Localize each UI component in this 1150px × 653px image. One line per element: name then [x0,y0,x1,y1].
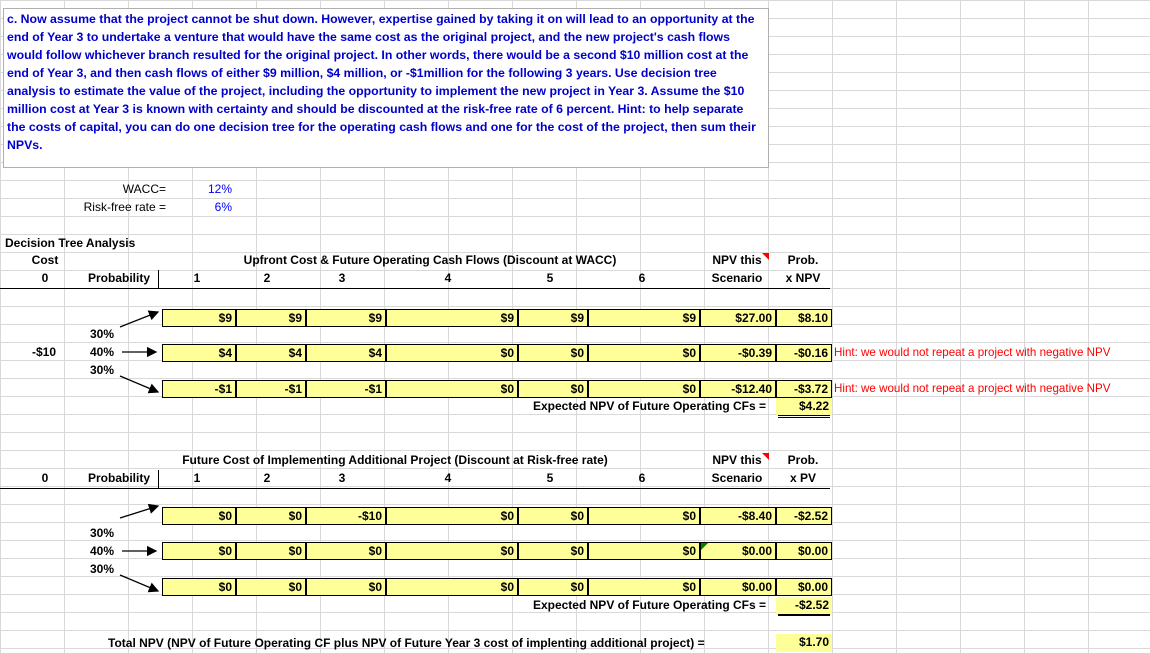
prob-mid: 40% [90,544,115,558]
cost-cell[interactable]: $0 [588,507,700,525]
cash-flow-cell[interactable]: $0 [518,344,588,362]
prob-high: 30% [90,327,115,341]
cost-cell[interactable]: $0 [518,542,588,560]
year-header: 5 [546,471,554,485]
year-header: 1 [193,471,201,485]
tree2-expected-label: Expected NPV of Future Operating CFs = [532,598,766,612]
cost-cell[interactable]: $0 [518,507,588,525]
underline [778,614,830,616]
cash-flow-cell[interactable]: $4 [162,344,236,362]
cash-flow-cell[interactable]: $9 [162,309,236,327]
risk-free-value[interactable]: 6% [214,200,232,214]
tree2-title: Future Cost of Implementing Additional Project (Discount at Risk-free rate) [182,453,608,467]
prob-header-1: Prob. [787,253,819,267]
prob-pv-cell[interactable]: $0.00 [776,578,832,596]
prob-header-1: Prob. [787,453,819,467]
error-indicator[interactable] [701,543,708,550]
risk-free-label: Risk-free rate = [83,200,166,214]
cash-flow-cell[interactable]: $0 [386,344,518,362]
cash-flow-cell[interactable]: $9 [236,309,306,327]
cash-flow-cell[interactable]: $9 [306,309,386,327]
cost-cell[interactable]: $0 [588,578,700,596]
year-header: 5 [546,271,554,285]
cost-cell[interactable]: $0 [518,578,588,596]
npv-header-1: NPV this [712,253,762,267]
cash-flow-cell[interactable]: -$1 [236,380,306,398]
wacc-value[interactable]: 12% [207,182,232,196]
cash-flow-cell[interactable]: $0 [518,380,588,398]
cash-flow-cell[interactable]: $9 [588,309,700,327]
cost-cell[interactable]: $0 [162,542,236,560]
cost-cell[interactable]: $0 [162,507,236,525]
double-underline [778,415,830,418]
hint-text: Hint: we would not repeat a project with negative NPV [834,382,1111,395]
year-header: 3 [338,271,346,285]
cost-cell[interactable]: $0 [162,578,236,596]
header-divider [158,470,159,488]
cash-flow-cell[interactable]: $9 [386,309,518,327]
prob-low: 30% [90,562,115,576]
wacc-label: WACC= [122,182,166,196]
npv-header-1: NPV this [712,453,762,467]
upfront-cost[interactable]: -$10 [32,345,57,359]
cash-flow-cell[interactable]: $0 [386,380,518,398]
header-rule [0,488,830,489]
year-header: 4 [444,271,452,285]
npv-cell[interactable]: -$8.40 [700,507,776,525]
cost-cell[interactable]: $0 [386,578,518,596]
problem-statement: c. Now assume that the project cannot be shut down. However, expertise gained by taking it on will lead to an opportunity at the end of Year 3 to undertake a venture that would have the same cost as the original project, and the new project's cash flows would follow whichever branch resulted for the original project. In other words, there would be a second $10 million cost at the end of Year 3, and then cash flows of either $9 million, $4 million, or -$1million for the following 3 years. Use decision tree analysis to estimate the value of the project, including the opportunity to implement the new project in Year 3. Assume the $10 million cost at Year 3 is known with certainty and should be discounted at the risk-free rate of 6 percent. Hint: to help separate the costs of capital, you can do one decision tree for the operating cash flows and one for the cost of the project, then sum their NPVs. [3,8,769,168]
year-header: 6 [638,271,646,285]
npv-cell[interactable]: -$0.39 [700,344,776,362]
cost-cell[interactable]: -$10 [306,507,386,525]
tree1-title: Upfront Cost & Future Operating Cash Flows (Discount at WACC) [243,253,617,267]
year-header: 2 [263,471,271,485]
probability-header: Probability [88,471,151,485]
npv-cell[interactable]: -$12.40 [700,380,776,398]
npv-header-2: Scenario [711,271,763,285]
tree1-expected-label: Expected NPV of Future Operating CFs = [532,399,766,413]
cost-cell[interactable]: $0 [386,542,518,560]
tree2-expected-value[interactable]: -$2.52 [776,597,832,615]
prob-header-2: x NPV [785,271,821,285]
prob-header-2: x PV [789,471,816,485]
cost-cell[interactable]: $0 [306,542,386,560]
npv-header-2: Scenario [711,471,763,485]
tree1-expected-value[interactable]: $4.22 [776,398,832,416]
prob-pv-cell[interactable]: -$2.52 [776,507,832,525]
cash-flow-cell[interactable]: $9 [518,309,588,327]
total-npv-value[interactable]: $1.70 [776,634,832,652]
npv-cell[interactable]: $0.00 [700,578,776,596]
section-title: Decision Tree Analysis [5,236,136,250]
cash-flow-cell[interactable]: $0 [588,380,700,398]
npv-cell[interactable]: $0.00 [700,542,776,560]
year-header: 6 [638,471,646,485]
year-header: 2 [263,271,271,285]
cost-cell[interactable]: $0 [236,507,306,525]
cash-flow-cell[interactable]: -$1 [306,380,386,398]
year-header: 1 [193,271,201,285]
year-header: 4 [444,471,452,485]
cash-flow-cell[interactable]: $4 [306,344,386,362]
cash-flow-cell[interactable]: -$1 [162,380,236,398]
cost-cell[interactable]: $0 [306,578,386,596]
year-header: 3 [338,471,346,485]
prob-npv-cell[interactable]: -$3.72 [776,380,832,398]
cash-flow-cell[interactable]: $0 [588,344,700,362]
cash-flow-cell[interactable]: $4 [236,344,306,362]
prob-pv-cell[interactable]: $0.00 [776,542,832,560]
year0-header: 0 [41,271,49,285]
probability-header: Probability [88,271,151,285]
cost-cell[interactable]: $0 [236,578,306,596]
cost-cell[interactable]: $0 [386,507,518,525]
npv-cell[interactable]: $27.00 [700,309,776,327]
prob-low: 30% [90,363,115,377]
cost-cell[interactable]: $0 [588,542,700,560]
total-npv-label: Total NPV (NPV of Future Operating CF plus NPV of Future Year 3 cost of implenting additional project) = [108,636,705,650]
prob-npv-cell[interactable]: -$0.16 [776,344,832,362]
year0-header: 0 [41,471,49,485]
cost-header: Cost [31,253,59,267]
hint-text: Hint: we would not repeat a project with negative NPV [834,346,1111,359]
comment-marker[interactable] [762,453,769,460]
prob-mid: 40% [90,345,115,359]
cost-cell[interactable]: $0 [236,542,306,560]
prob-npv-cell[interactable]: $8.10 [776,309,832,327]
prob-high: 30% [90,526,115,540]
